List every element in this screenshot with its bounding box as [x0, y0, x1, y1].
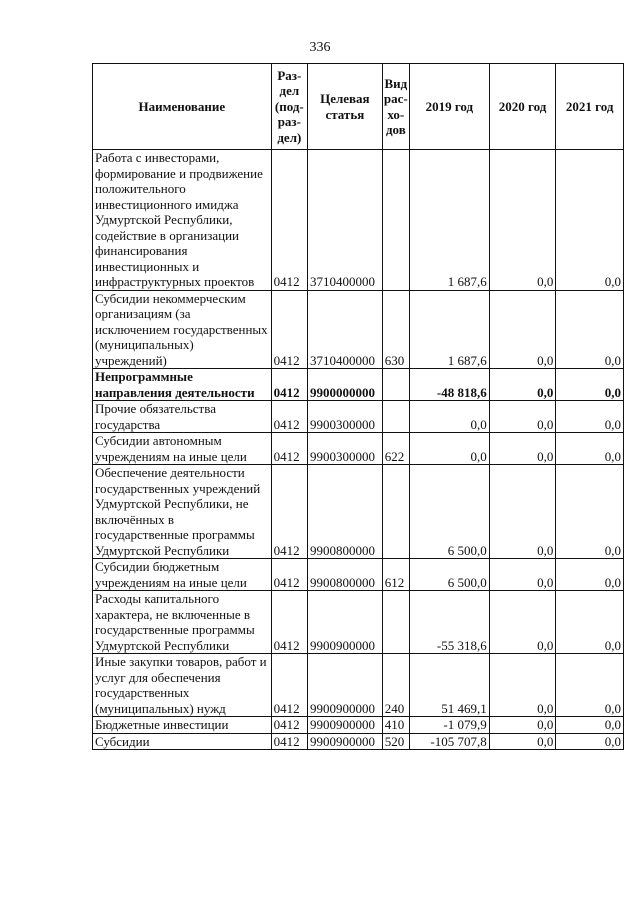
row-section: 0412: [271, 465, 307, 559]
row-2019: 1 687,6: [409, 290, 489, 369]
row-2020: 0,0: [489, 733, 556, 750]
row-article: 9900900000: [308, 717, 383, 734]
row-article: 9900900000: [308, 591, 383, 654]
row-2019: 51 469,1: [409, 654, 489, 717]
row-2019: 0,0: [409, 401, 489, 433]
page-number: 336: [309, 40, 331, 55]
row-section: 0412: [271, 433, 307, 465]
header-2019: 2019 год: [409, 64, 489, 150]
row-type: [382, 369, 409, 401]
header-section: [271, 64, 307, 150]
table-row: [93, 465, 624, 559]
row-2020: 0,0: [489, 717, 556, 734]
row-2019: 6 500,0: [409, 559, 489, 591]
header-article: [308, 64, 383, 150]
row-section: 0412: [271, 150, 307, 291]
row-2019: -55 318,6: [409, 591, 489, 654]
table-header-row: [93, 64, 624, 150]
row-2019: 6 500,0: [409, 465, 489, 559]
row-2020: 0,0: [489, 433, 556, 465]
header-type-line: рас-: [383, 91, 408, 106]
row-section: 0412: [271, 733, 307, 750]
row-name: Субсидии бюджетным учреждениям на иные цели: [93, 559, 272, 591]
row-section: 0412: [271, 654, 307, 717]
row-article: 9900800000: [308, 465, 383, 559]
row-article: 9900900000: [308, 733, 383, 750]
row-article: 9900800000: [308, 559, 383, 591]
header-section-line: дел): [277, 129, 302, 145]
row-name: Работа с инвесторами, формирование и продвижение положительного инвестиционного имиджа Удмуртской Республики, содействие в организации финансирования инвестиционных и инфраструктурных проектов: [93, 150, 272, 291]
row-type: 410: [382, 717, 409, 734]
table-row: [93, 369, 624, 401]
header-section-line: (под-: [274, 98, 304, 114]
row-2020: 0,0: [489, 654, 556, 717]
row-2021: 0,0: [556, 369, 624, 401]
table-body: [93, 150, 624, 750]
row-2020: 0,0: [489, 290, 556, 369]
row-name: Иные закупки товаров, работ и услуг для обеспечения государственных (муниципальных) нужд: [93, 654, 272, 717]
table-row: [93, 717, 624, 734]
header-type-line: дов: [385, 122, 406, 137]
header-type-line: хо-: [387, 106, 405, 122]
row-2021: 0,0: [556, 733, 624, 750]
row-2021: 0,0: [556, 401, 624, 433]
header-type: [382, 64, 409, 150]
row-article: 3710400000: [308, 290, 383, 369]
row-name: Обеспечение деятельности государственных учреждений Удмуртской Республики, не включённых в государственные программы Удмуртской Республики: [93, 465, 272, 559]
row-type: 520: [382, 733, 409, 750]
row-section: 0412: [271, 717, 307, 734]
row-2020: 0,0: [489, 150, 556, 291]
row-type: 622: [382, 433, 409, 465]
table-row: [93, 559, 624, 591]
row-article: 9900900000: [308, 654, 383, 717]
table-row: [93, 150, 624, 291]
row-article: 9900300000: [308, 433, 383, 465]
table-row: [93, 733, 624, 750]
row-section: 0412: [271, 290, 307, 369]
row-type: 612: [382, 559, 409, 591]
row-article: 9900300000: [308, 401, 383, 433]
row-2020: 0,0: [489, 401, 556, 433]
row-2021: 0,0: [556, 559, 624, 591]
row-2019: 0,0: [409, 433, 489, 465]
row-name: Субсидии автономным учреждениям на иные цели: [93, 433, 272, 465]
row-name: Прочие обязательства государства: [93, 401, 272, 433]
row-2020: 0,0: [489, 369, 556, 401]
row-article: 9900000000: [308, 369, 383, 401]
row-name: Расходы капитального характера, не включенные в государственные программы Удмуртской Республики: [93, 591, 272, 654]
row-type: [382, 150, 409, 291]
row-2021: 0,0: [556, 717, 624, 734]
row-type: [382, 401, 409, 433]
row-name: Непрограммные направления деятельности: [93, 369, 272, 401]
row-2021: 0,0: [556, 465, 624, 559]
row-2019: -105 707,8: [409, 733, 489, 750]
header-2021: 2021 год: [556, 64, 624, 150]
row-2021: 0,0: [556, 591, 624, 654]
row-2019: -48 818,6: [409, 369, 489, 401]
row-2019: -1 079,9: [409, 717, 489, 734]
table-row: [93, 591, 624, 654]
table-row: [93, 401, 624, 433]
header-name: Наименование: [93, 64, 272, 150]
header-section-line: Раз-: [277, 67, 302, 83]
row-type: [382, 465, 409, 559]
row-2021: 0,0: [556, 150, 624, 291]
row-type: 240: [382, 654, 409, 717]
header-article-line: Целевая: [320, 91, 370, 106]
row-section: 0412: [271, 591, 307, 654]
row-2019: 1 687,6: [409, 150, 489, 291]
row-name: Бюджетные инвестиции: [93, 717, 272, 734]
header-section-line: раз-: [277, 114, 301, 130]
row-2021: 0,0: [556, 290, 624, 369]
table-row: [93, 290, 624, 369]
header-section-line: дел: [279, 83, 300, 99]
row-2020: 0,0: [489, 559, 556, 591]
row-article: 3710400000: [308, 150, 383, 291]
row-2021: 0,0: [556, 433, 624, 465]
header-article-line: статья: [325, 106, 365, 122]
row-section: 0412: [271, 369, 307, 401]
table-row: [93, 654, 624, 717]
table-row: [93, 433, 624, 465]
row-section: 0412: [271, 559, 307, 591]
row-2020: 0,0: [489, 465, 556, 559]
row-type: [382, 591, 409, 654]
row-type: 630: [382, 290, 409, 369]
header-type-line: Вид: [384, 75, 408, 91]
budget-table: [92, 63, 624, 750]
row-name: Субсидии некоммерческим организациям (за исключением государственных (муниципальных) учреждений): [93, 290, 272, 369]
row-section: 0412: [271, 401, 307, 433]
row-2021: 0,0: [556, 654, 624, 717]
row-name: Субсидии: [93, 733, 272, 750]
header-2020: 2020 год: [489, 64, 556, 150]
row-2020: 0,0: [489, 591, 556, 654]
